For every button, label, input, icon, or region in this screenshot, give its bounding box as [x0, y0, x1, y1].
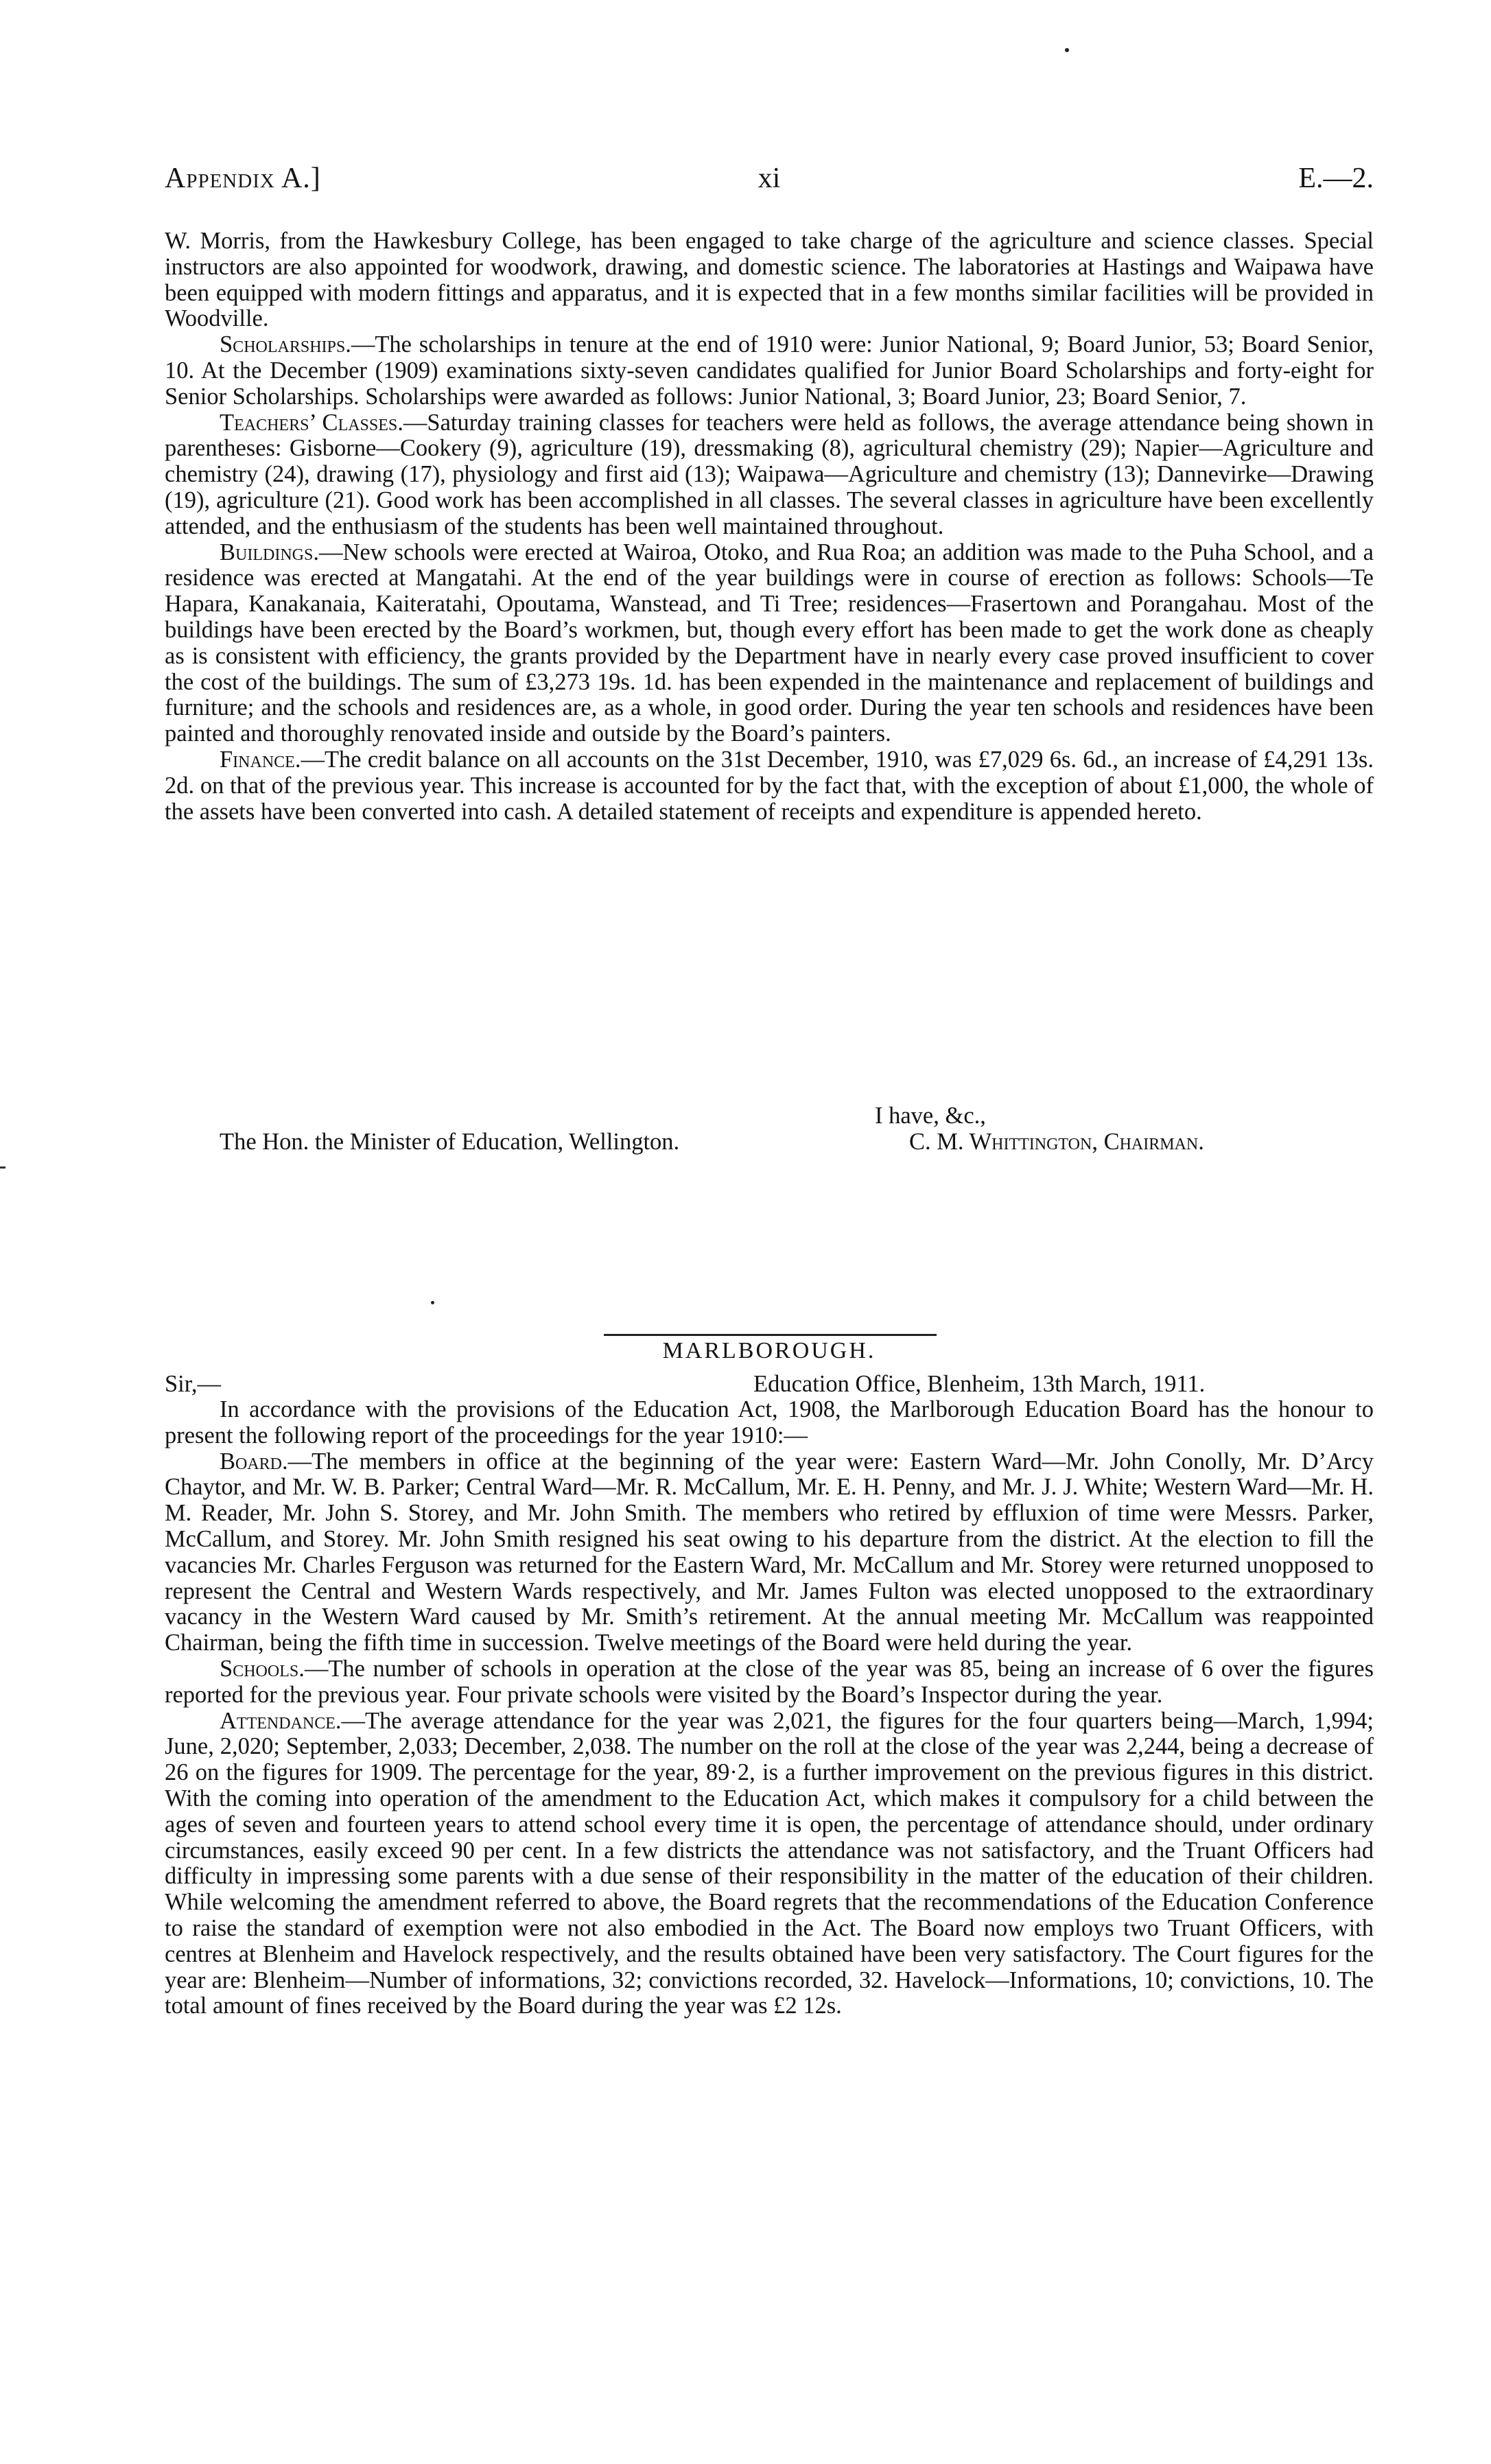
section-divider	[604, 1334, 937, 1336]
paragraph-scholarships: Scholarships.—The scholarships in tenure at the end of 1910 were: Junior National, 9; Board Junior, 53; Board Senior, 10. At the December (1909) examinations sixty-seven candidates qualified for Junior Board Scholarships and forty-eight for Senior Scholarships. Scholarships were awarded as follows: Junior National, 3; Board Junior, 23; Board Senior, 7.	[165, 331, 1374, 410]
paragraph-board: Board.—The members in office at the beginning of the year were: Eastern Ward—Mr. John Conolly, Mr. D’Arcy Chaytor, and Mr. W. B. Parker; Central Ward—Mr. R. McCallum, Mr. E. H. Penny, and Mr. J. J. White; Western Ward—Mr. H. M. Reader, Mr. John S. Storey, and Mr. John Smith. The members who retired by effluxion of time were Messrs. Parker, McCallum, and Storey. Mr. John Smith resigned his seat owing to his departure from the district. At the election to fill the vacancies Mr. Charles Ferguson was returned for the Eastern Ward, Mr. McCallum and Mr. Storey were returned unopposed to represent the Central and Western Wards respectively, and Mr. James Fulton was elected unopposed to the extraordinary vacancy in the Western Ward caused by Mr. Smith’s retirement. At the annual meeting Mr. McCallum was reappointed Chairman, being the fifth time in succession. Twelve meetings of the Board were held during the year.	[165, 1448, 1374, 1656]
dateline: Education Office, Blenheim, 13th March, 1911.	[753, 1371, 1206, 1397]
paragraph-intro: In accordance with the provisions of the Education Act, 1908, the Marlborough Education Board has the honour to present the following report of the proceedings for the year 1910:—	[165, 1396, 1374, 1448]
paragraph-heading: Attendance.	[220, 1707, 342, 1734]
marlborough-report	[165, 1397, 1374, 2019]
paragraph: W. Morris, from the Hawkesbury College, has been engaged to take charge of the agriculture and science classes. Special instructors are also appointed for woodwork, drawing, and domestic science. The laboratories at Hastings and Waipawa have been equipped with modern fittings and apparatus, and it is expected that in a few months similar facilities will be provided in Woodville.	[165, 228, 1374, 332]
header-page-number: xi	[758, 163, 781, 194]
header-appendix: Appendix A.]	[165, 163, 321, 194]
paragraph-teachers-classes: Teachers’ Classes.—Saturday training classes for teachers were held as follows, the average attendance being shown in parentheses: Gisborne—Cookery (9), agriculture (19), dressmaking (8), agricultural chemistry (29); Napier—Agriculture and chemistry (24), drawing (17), physiology and first aid (13); Waipawa—Agriculture and chemistry (13); Dannevirke—Drawing (19), agriculture (21). Good work has been accomplished in all classes. The several classes in agriculture have been excellently attended, and the enthusiasm of the students has been well maintained throughout.	[165, 409, 1374, 539]
paragraph-buildings: Buildings.—New schools were erected at Wairoa, Otoko, and Rua Roa; an addition was made to the Puha School, and a residence was erected at Mangatahi. At the end of the year buildings were in course of erection as follows: Schools—Te Hapara, Kanakanaia, Kaiteratahi, Opoutama, Wanstead, and Ti Tree; residences—Frasertown and Porangahau. Most of the buildings have been erected by the Board’s workmen, but, though every effort has been made to get the work done as cheaply as is consistent with efficiency, the grants provided by the Department have in nearly every case proved insufficient to cover the cost of the buildings. The sum of £3,273 19s. 1d. has been expended in the maintenance and replacement of buildings and furniture; and the schools and residences are, as a whole, in good order. During the year ten schools and residences have been painted and thoroughly renovated inside and outside by the Board’s painters.	[165, 539, 1374, 747]
section-title: MARLBOROUGH.	[662, 1338, 876, 1363]
paragraph-heading: Buildings.	[220, 539, 319, 565]
paragraph-heading: Teachers’ Classes.	[220, 409, 403, 436]
addressee: The Hon. the Minister of Education, Wellington.	[220, 1129, 680, 1155]
document-page	[165, 0, 1374, 2464]
paragraph-finance: Finance.—The credit balance on all accounts on the 31st December, 1910, was £7,029 6s. 6d., an increase of £4,291 13s. 2d. on that of the previous year. This increase is accounted for by the fact that, with the exception of about £1,000, the whole of the assets have been converted into cash. A detailed statement of receipts and expenditure is appended hereto.	[165, 746, 1374, 825]
paragraph-schools: Schools.—The number of schools in operation at the close of the year was 85, being an increase of 6 over the figures reported for the previous year. Four private schools were visited by the Board’s Inspector during the year.	[165, 1655, 1374, 1708]
paragraph-heading: Board.	[220, 1448, 288, 1475]
closing-phrase: I have, &c.,	[875, 1103, 986, 1129]
signatory: C. M. Whittington, Chairman.	[909, 1129, 1204, 1155]
paragraph-heading: Scholarships.	[220, 331, 351, 358]
salutation: Sir,—	[165, 1371, 222, 1397]
paragraph-attendance: Attendance.—The average attendance for the year was 2,021, the figures for the four quarters being—March, 1,994; June, 2,020; September, 2,033; December, 2,038. The number on the roll at the close of the year was 2,244, being a decrease of 26 on the figures for 1909. The percentage for the year, 89·2, is a further improvement on the previous figures in this district. With the coming into operation of the amendment to the Education Act, which makes it compulsory for a child between the ages of seven and fourteen years to attend school every time it is open, the percentage of attendance should, under ordinary circumstances, easily exceed 90 per cent. In a few districts the attendance was not satisfactory, and the Truant Officers had difficulty in impressing some parents with a due sense of their responsibility in the matter of the education of their children. While welcoming the amendment referred to above, the Board regrets that the recommendations of the Education Conference to raise the standard of exemption were not also embodied in the Act. The Board now employs two Truant Officers, with centres at Blenheim and Havelock respectively, and the results obtained have been very satisfactory. The Court figures for the year are: Blenheim—Number of informations, 32; convictions recorded, 32. Havelock—Informations, 10; convictions, 10. The total amount of fines received by the Board during the year was £2 12s.	[165, 1707, 1374, 2019]
paragraph-heading: Finance.	[220, 746, 301, 773]
margin-tick-mark	[0, 1166, 5, 1169]
paragraph-heading: Schools.	[220, 1655, 305, 1682]
running-header	[165, 162, 1374, 203]
header-series-code: E.—2.	[1298, 163, 1374, 194]
hawkes-bay-report-continuation	[165, 228, 1374, 825]
